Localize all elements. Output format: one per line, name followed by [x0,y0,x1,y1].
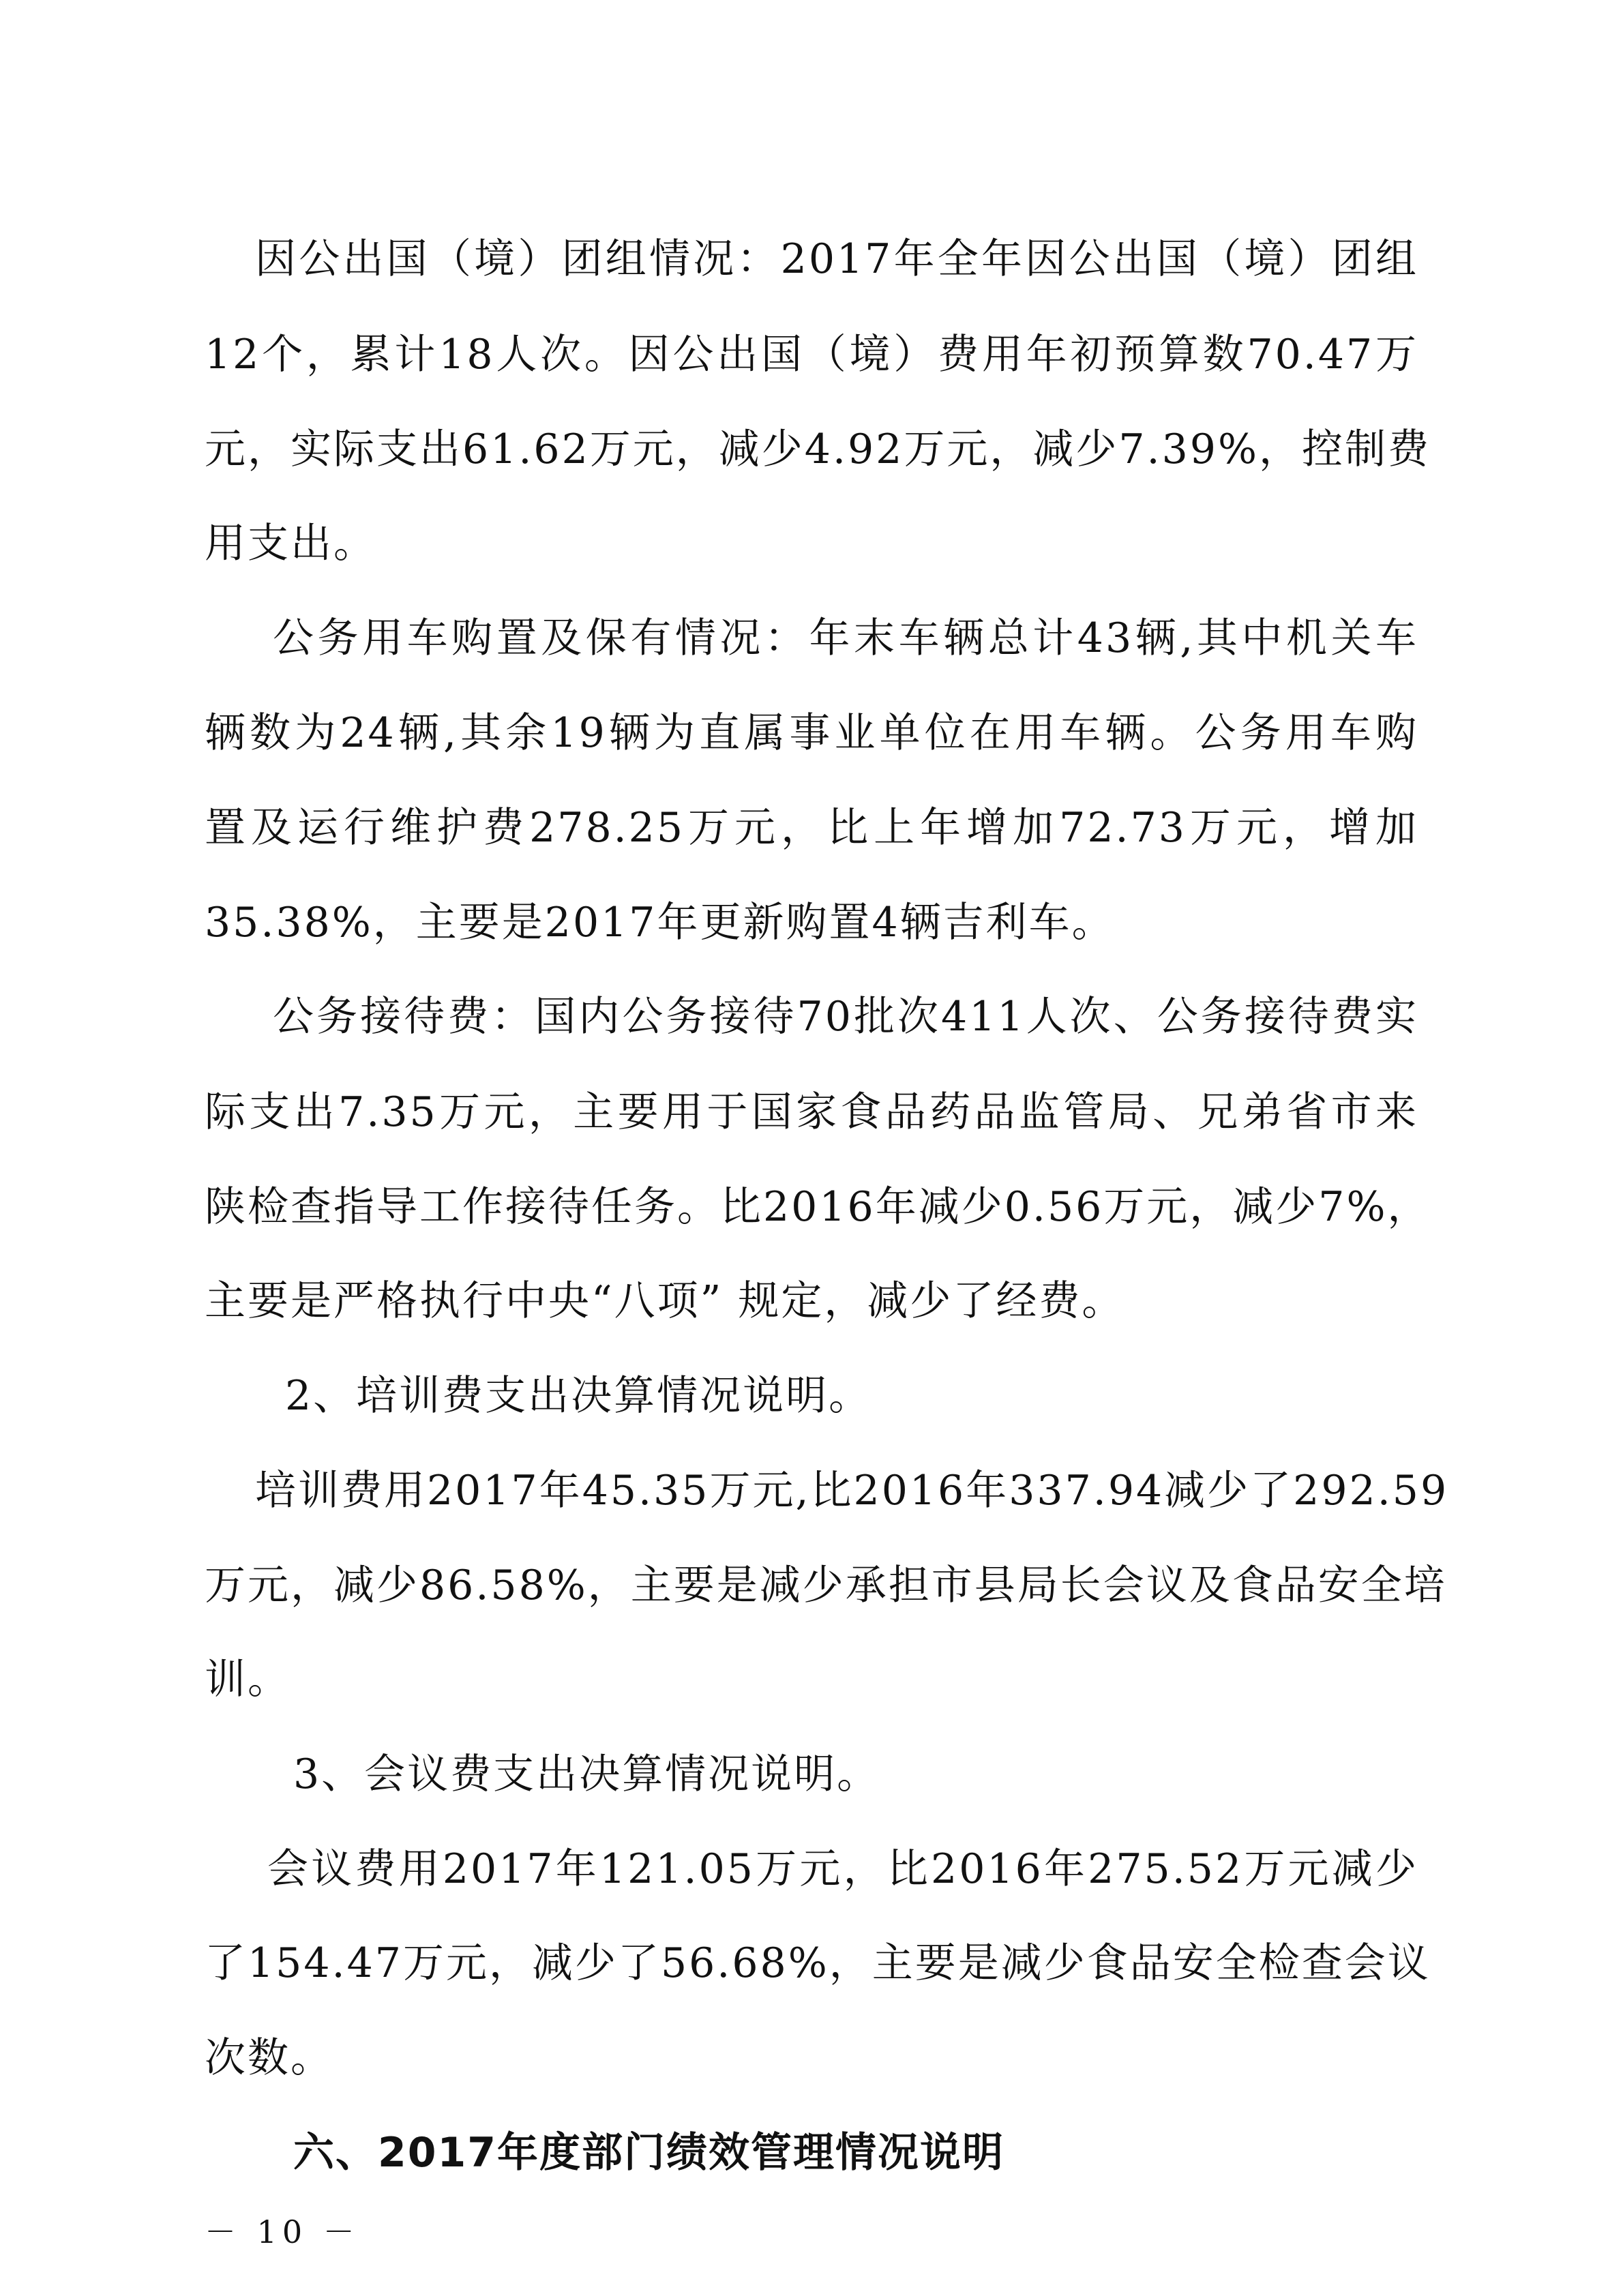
paragraph-line: 元，实际支出61.62万元，减少4.92万元，减少7.39%，控制费 [205,426,1431,473]
paragraph-line: 用支出。 [205,520,376,567]
paragraph-line: 了154.47万元，减少了56.68%，主要是减少食品安全检查会议 [205,1939,1431,1987]
paragraph-line: 次数。 [205,2034,333,2082]
paragraph-line: 因公出国（境）团组情况：2017年全年因公出国（境）团组 [255,235,1418,283]
paragraph-line: 会议费用2017年121.05万元，比2016年275.52万元减少 [267,1845,1418,1893]
section-heading: 2、培训费支出决算情况说明。 [285,1372,872,1420]
paragraph-line: 陕检查指导工作接待任务。比2016年减少0.56万元，减少7%， [205,1183,1431,1231]
paragraph-line: 主要是严格执行中央“八项” 规定，减少了经费。 [205,1277,1125,1325]
section-six-heading: 六、2017年度部门绩效管理情况说明 [293,2129,1004,2177]
paragraph-line: 公务用车购置及保有情况：年末车辆总计43辆,其中机关车 [273,614,1418,662]
section-heading: 3、会议费支出决算情况说明。 [293,1750,880,1798]
paragraph-line: 12个，累计18人次。因公出国（境）费用年初预算数70.47万 [205,331,1418,378]
paragraph-line: 35.38%，主要是2017年更新购置4辆吉利车。 [205,899,1115,946]
paragraph-line: 际支出7.35万元，主要用于国家食品药品监管局、兄弟省市来 [205,1088,1418,1136]
paragraph-line: 置及运行维护费278.25万元，比上年增加72.73万元，增加 [205,804,1418,852]
paragraph-line: 公务接待费：国内公务接待70批次411人次、公务接待费实 [273,993,1418,1041]
paragraph-line: 训。 [205,1656,291,1703]
page-number: － 10 － [205,2213,360,2250]
paragraph-line: 万元，减少86.58%，主要是减少承担市县局长会议及食品安全培 [205,1562,1447,1609]
paragraph-line: 辆数为24辆,其余19辆为直属事业单位在用车辆。公务用车购 [205,709,1418,757]
paragraph-line: 培训费用2017年45.35万元,比2016年337.94减少了292.59 [255,1467,1449,1515]
